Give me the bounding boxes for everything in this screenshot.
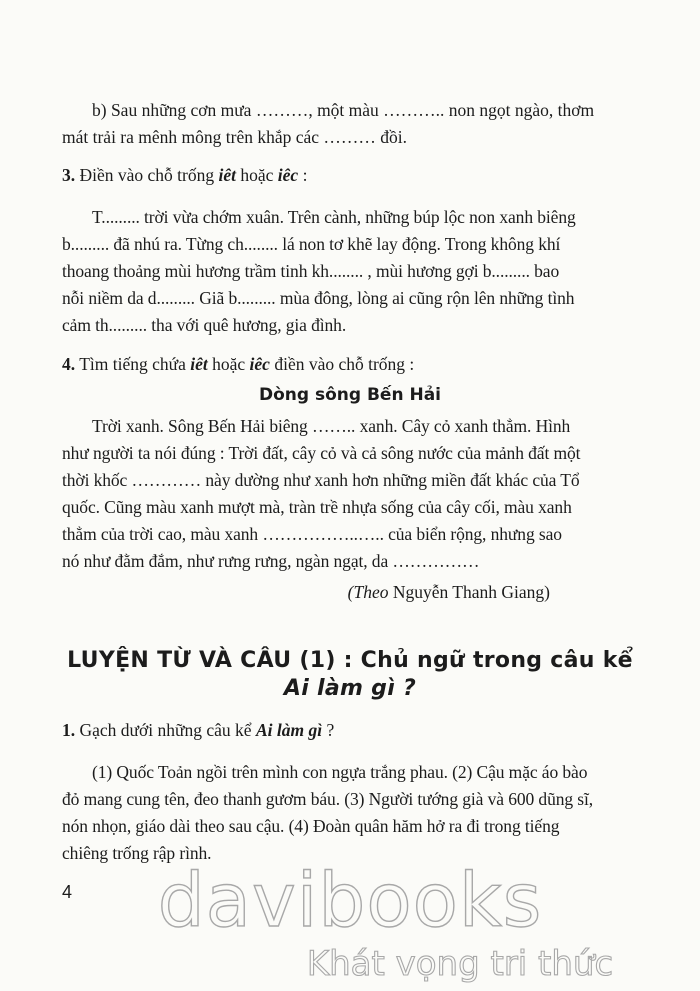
- exercise-3-line-4: nỗi niềm da d......... Giã b......... mùa đông, lòng ai cũng rộn lên những tình: [62, 288, 575, 308]
- exercise-3-prompt-a: Điền vào chỗ trống: [79, 165, 219, 185]
- exercise-3-prompt-b: hoặc: [236, 165, 278, 185]
- exercise-b-line-1: b) Sau những cơn mưa ………, một màu ……….. non ngọt ngào, thơm: [92, 100, 595, 120]
- passage-line-5: thẳm của trời cao, màu xanh ……………..….. của biển rộng, nhưng sao: [62, 524, 562, 544]
- watermark-brand: davibooks: [157, 858, 543, 944]
- section-exercise-1-prompt-text: Gạch dưới những câu kể: [79, 720, 256, 740]
- passage-line-6: nó như đằm đắm, như rưng rưng, ngàn ngạt, da ……………: [62, 551, 480, 571]
- passage-line-3: thời khốc ………… này dường như xanh hơn những miền đất khác của Tổ: [62, 470, 580, 490]
- passage-title: Dòng sông Bến Hải: [258, 385, 441, 405]
- exercise-3-prompt-c: :: [298, 165, 308, 185]
- exercise-3-option-1: iêt: [218, 165, 236, 185]
- section-exercise-1-keyword: Ai làm gì: [255, 720, 323, 740]
- passage-citation: [348, 582, 550, 603]
- exercise-3-line-1: T......... trời vừa chớm xuân. Trên cành, những búp lộc non xanh biêng: [92, 207, 576, 227]
- exercise-3-line-3: thoang thoảng mùi hương trầm tinh kh........ , mùi hương gợi b......... bao: [62, 261, 560, 281]
- exercise-4-option-1: iêt: [190, 354, 208, 374]
- section-subheading: Ai làm gì ?: [283, 676, 417, 701]
- exercise-3-option-2: iêc: [277, 165, 299, 185]
- passage-line-2: như người ta nói đúng : Trời đất, cây cỏ và cả sông nước của mảnh đất một: [62, 443, 581, 463]
- story-line-3: nón nhọn, giáo dài theo sau cậu. (4) Đoàn quân hăm hở ra đi trong tiếng: [62, 816, 560, 836]
- exercise-3-prompt: [62, 163, 642, 187]
- section-exercise-1-prompt-end: ?: [322, 720, 335, 740]
- watermark-slogan: Khát vọng tri thức: [306, 944, 614, 984]
- exercise-3-line-5: cảm th......... tha với quê hương, gia đình.: [62, 315, 347, 335]
- passage-line-4: quốc. Cũng màu xanh mượt mà, tràn trề nhựa sống của cây cối, màu xanh: [62, 497, 572, 517]
- story-line-2: đỏ mang cung tên, đeo thanh gươm báu. (3) Người tướng già và 600 dũng sĩ,: [62, 789, 594, 809]
- story-line-1: (1) Quốc Toản ngồi trên mình con ngựa trắng phau. (2) Cậu mặc áo bào: [92, 762, 588, 782]
- citation-prefix: (Theo: [347, 582, 389, 602]
- story-line-4: chiêng trống rập rình.: [62, 843, 212, 863]
- exercise-b-line-2: mát trải ra mênh mông trên khắp các ……… đồi.: [62, 127, 408, 147]
- page-number: 4: [62, 882, 73, 902]
- exercise-3-number: 3.: [62, 165, 76, 185]
- exercise-4-number: 4.: [62, 354, 76, 374]
- section-heading: LUYỆN TỪ VÀ CÂU (1) : Chủ ngữ trong câu kể: [67, 648, 633, 673]
- exercise-4-prompt-c: điền vào chỗ trống :: [269, 354, 415, 374]
- section-exercise-1-number: 1.: [62, 720, 76, 740]
- passage-line-1: Trời xanh. Sông Bến Hải biêng …….. xanh. Cây cỏ xanh thẳm. Hình: [92, 416, 571, 436]
- section-exercise-1-prompt: [62, 718, 642, 742]
- exercise-4-prompt: [62, 352, 642, 376]
- exercise-3-line-2: b......... đã nhú ra. Từng ch........ lá non tơ khẽ lay động. Trong không khí: [62, 234, 561, 254]
- exercise-4-option-2: iêc: [249, 354, 270, 374]
- exercise-4-prompt-b: hoặc: [207, 354, 250, 374]
- exercise-4-prompt-a: Tìm tiếng chứa: [79, 354, 191, 374]
- citation-author: Nguyễn Thanh Giang): [388, 582, 550, 602]
